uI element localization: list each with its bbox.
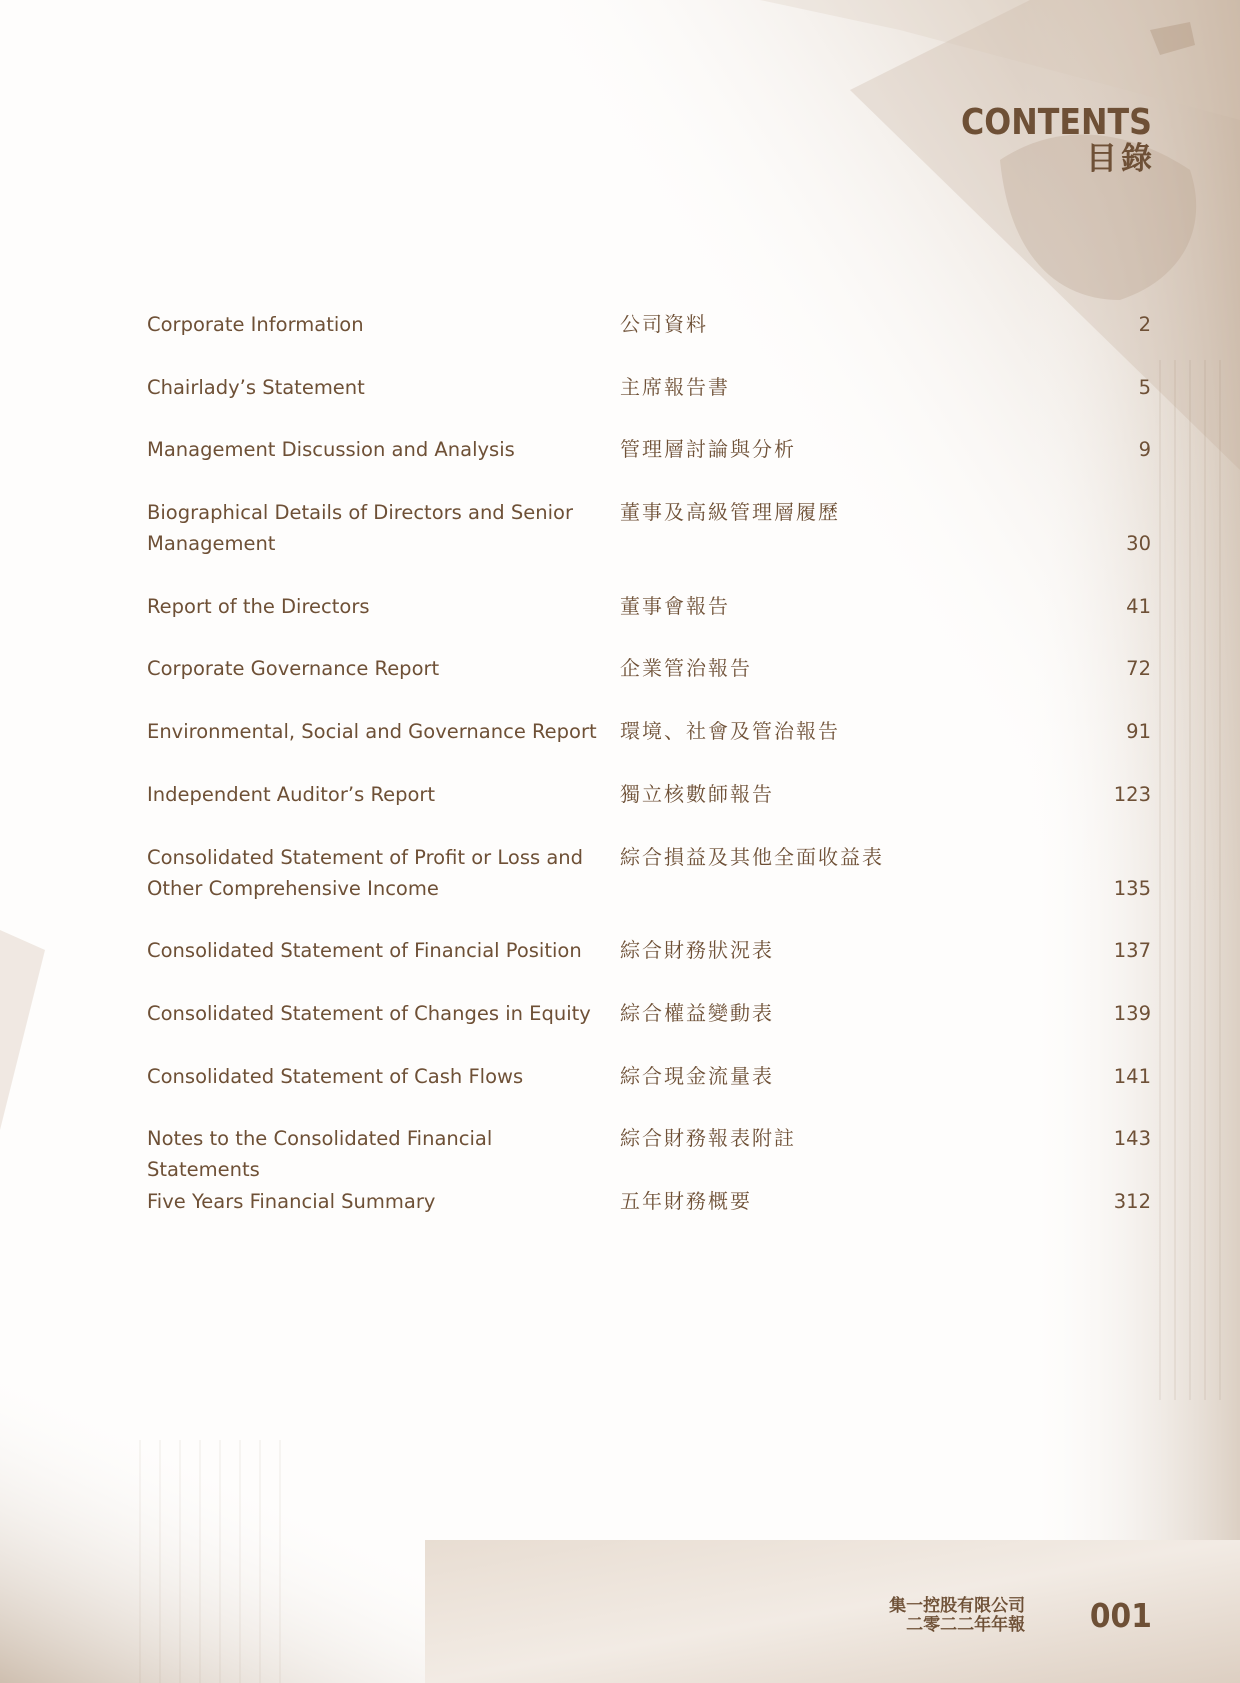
toc-entry-title-en: Management Discussion and Analysis <box>147 438 515 462</box>
toc-entry-title-en: Consolidated Statement of Changes in Equity <box>147 1001 591 1025</box>
toc-entry-title-zh: 綜合損益及其他全面收益表 <box>620 844 884 869</box>
footer-company <box>889 1597 1025 1635</box>
toc-entry[interactable] <box>147 842 1151 936</box>
toc-entry-title-en: Five Years Financial Summary <box>147 1189 436 1213</box>
toc-entry-title-en: Notes to the Consolidated Financial Statements <box>147 1127 493 1182</box>
toc-entry-title-en: Chairlady’s Statement <box>147 375 365 399</box>
toc-entry-title-zh: 主席報告書 <box>620 374 730 399</box>
toc-entry[interactable] <box>147 497 1151 591</box>
toc-entry-page: 2 <box>1138 313 1151 336</box>
toc-entry-title-en: Corporate Information <box>147 313 364 336</box>
toc-entry-page: 72 <box>1126 657 1151 681</box>
toc-entry[interactable] <box>147 716 1151 779</box>
toc-entry-page: 135 <box>1113 876 1151 900</box>
toc-entry-page: 137 <box>1113 939 1151 963</box>
toc-entry-title-en: Report of the Directors <box>147 594 370 618</box>
toc-entry-page: 312 <box>1113 1189 1151 1213</box>
toc-entry-title-en: Corporate Governance Report <box>147 657 440 681</box>
toc-entry-title-en: Consolidated Statement of Profit or Loss and Other Comprehensive Income <box>147 845 584 900</box>
toc-entry[interactable] <box>147 591 1151 654</box>
toc-entry-title-zh: 綜合權益變動表 <box>620 1000 774 1025</box>
toc-entry-title-zh: 綜合財務狀況表 <box>620 938 774 963</box>
toc-entry-title-zh: 獨立核數師報告 <box>620 781 774 806</box>
toc-entry-title-en: Independent Auditor’s Report <box>147 782 436 806</box>
toc-entry[interactable] <box>147 434 1151 497</box>
toc-entry-page: 41 <box>1126 594 1151 618</box>
toc-entry-title-zh: 綜合財務報表附註 <box>620 1126 796 1151</box>
toc-entry-title-zh: 五年財務概要 <box>620 1188 752 1213</box>
toc-entry-page: 139 <box>1113 1001 1151 1025</box>
contents-heading <box>935 102 1156 177</box>
toc-entry-title-zh: 董事及高級管理層履歷 <box>620 500 840 525</box>
table-of-contents <box>147 309 1151 1249</box>
toc-entry[interactable] <box>147 653 1151 716</box>
toc-entry-page: 141 <box>1113 1064 1151 1088</box>
contents-title-en: CONTENTS <box>961 102 1152 143</box>
page-number: 001 <box>1089 1596 1152 1635</box>
toc-entry[interactable] <box>147 372 1151 435</box>
toc-entry[interactable] <box>147 1123 1151 1186</box>
page-footer <box>889 1596 1152 1635</box>
toc-entry-title-zh: 綜合現金流量表 <box>620 1063 774 1088</box>
toc-entry-title-zh: 企業管治報告 <box>620 656 752 681</box>
toc-entry[interactable] <box>147 779 1151 842</box>
toc-entry-title-en: Consolidated Statement of Cash Flows <box>147 1064 524 1088</box>
contents-title-zh: 目錄 <box>1086 141 1156 177</box>
toc-entry-title-en: Biographical Details of Directors and Senior Management <box>147 501 573 556</box>
toc-entry-page: 143 <box>1113 1127 1151 1151</box>
toc-entry-title-en: Consolidated Statement of Financial Position <box>147 939 582 963</box>
toc-entry[interactable] <box>147 998 1151 1061</box>
toc-entry-page: 5 <box>1138 375 1151 399</box>
toc-entry-title-zh: 公司資料 <box>620 312 708 336</box>
footer-report-year: 二零二二年年報 <box>906 1614 1026 1635</box>
toc-entry-page: 9 <box>1138 438 1151 462</box>
toc-entry-page: 30 <box>1126 532 1151 556</box>
toc-entry-title-zh: 管理層討論與分析 <box>620 437 796 462</box>
toc-entry-page: 123 <box>1113 782 1151 806</box>
toc-entry-title-zh: 董事會報告 <box>620 593 730 618</box>
toc-entry[interactable] <box>147 1061 1151 1124</box>
toc-entry[interactable] <box>147 1186 1151 1249</box>
toc-entry-title-zh: 環境、社會及管治報告 <box>620 719 840 744</box>
toc-entry[interactable] <box>147 309 1151 372</box>
toc-entry-title-en: Environmental, Social and Governance Report <box>147 720 597 744</box>
toc-entry[interactable] <box>147 935 1151 998</box>
footer-company-name: 集一控股有限公司 <box>889 1595 1026 1616</box>
toc-entry-page: 91 <box>1126 720 1151 744</box>
